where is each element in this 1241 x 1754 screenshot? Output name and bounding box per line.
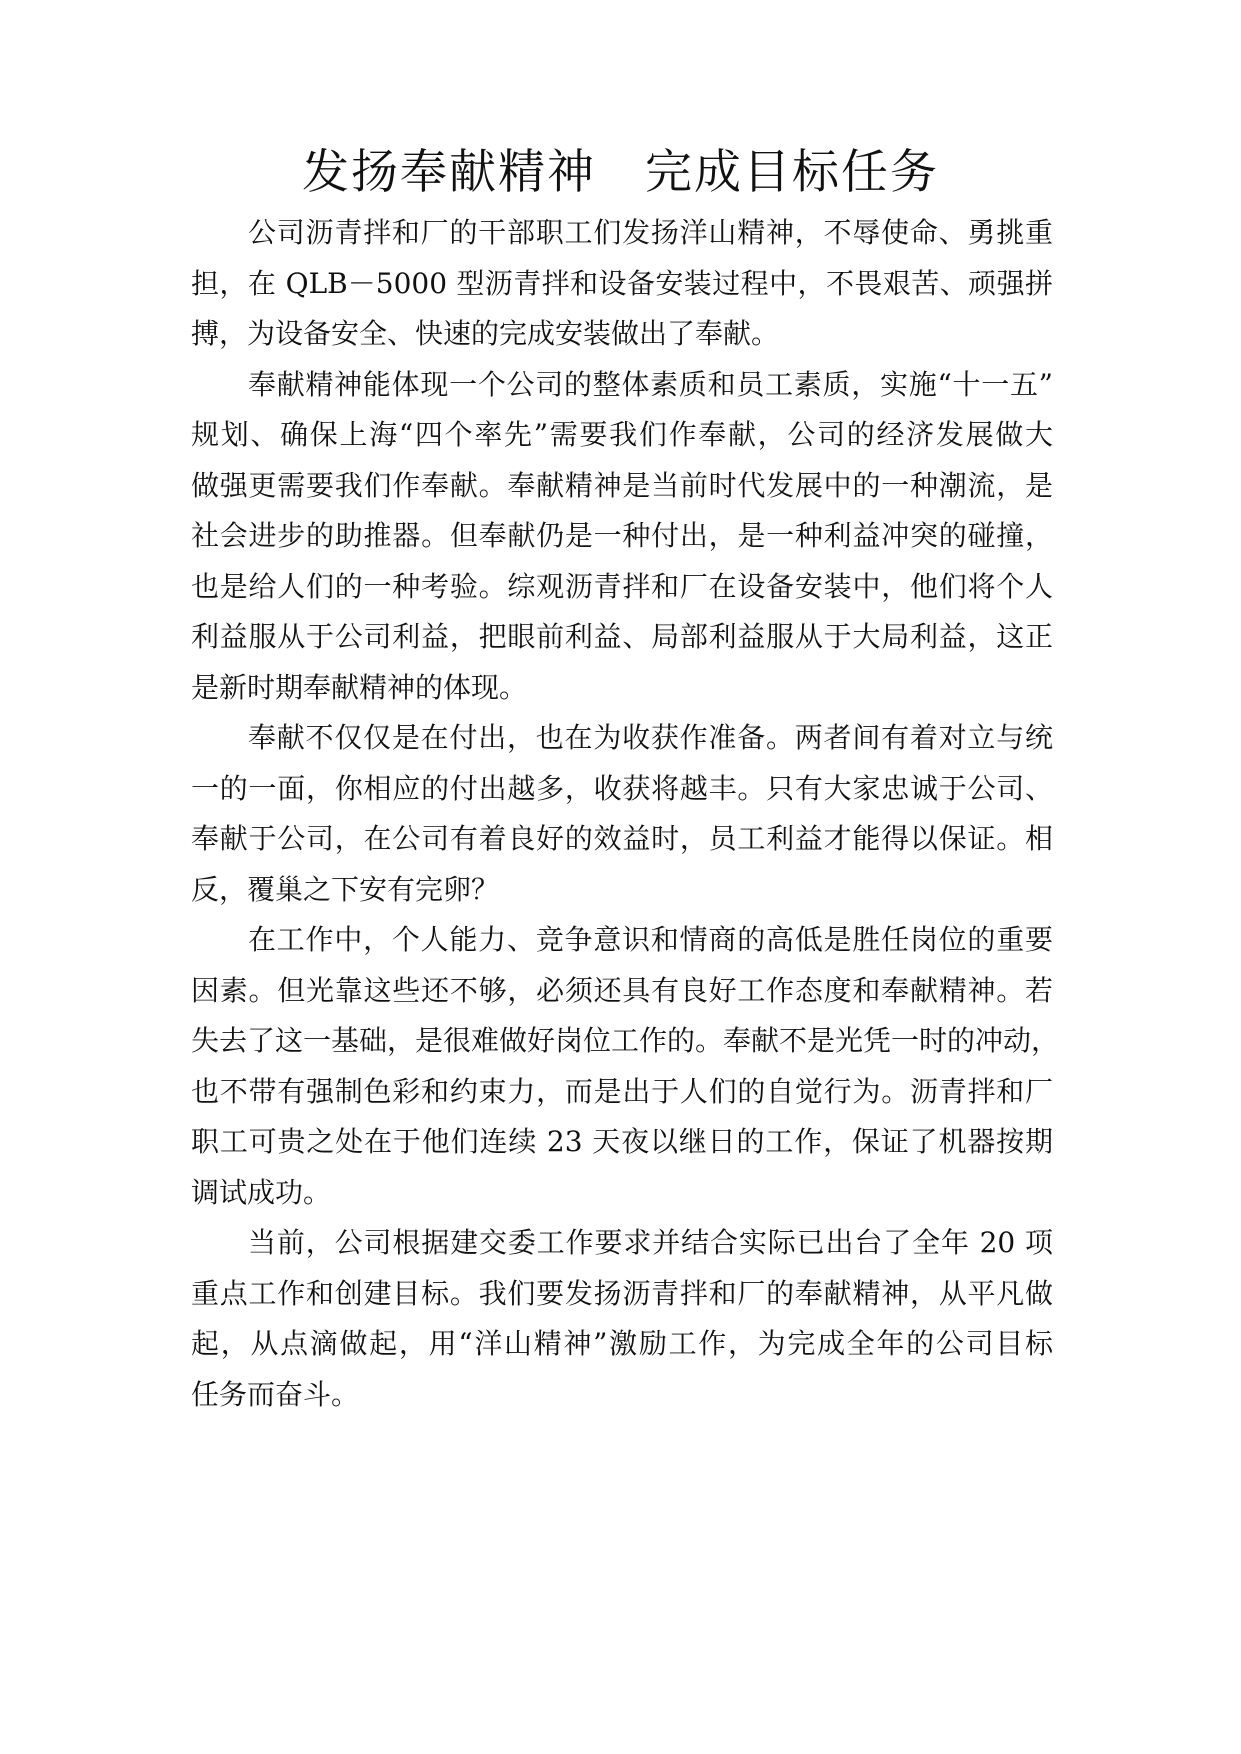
paragraph-line: 做强更需要我们作奉献。奉献精神是当前时代发展中的一种潮流，是 [191, 468, 1053, 502]
paragraph-line: 任务而奋斗。 [191, 1377, 360, 1411]
paragraph-line: 职工可贵之处在于他们连续 23 天夜以继日的工作，保证了机器按期 [191, 1125, 1053, 1158]
paragraph-line: 当前，公司根据建交委工作要求并结合实际已出台了全年 20 项 [248, 1226, 1053, 1259]
paragraph-5 [191, 1218, 1053, 1420]
paragraph-line: 起，从点滴做起，用“洋山精神”激励工作，为完成全年的公司目标 [191, 1327, 1053, 1360]
paragraph-line: 反，覆巢之下安有完卵？ [191, 872, 500, 906]
paragraph-line: 也是给人们的一种考验。综观沥青拌和厂在设备安装中，他们将个人 [191, 569, 1053, 603]
paragraph-line: 因素。但光靠这些还不够，必须还具有良好工作态度和奉献精神。若 [191, 973, 1053, 1007]
paragraph-line: 也不带有强制色彩和约束力，而是出于人们的自觉行为。沥青拌和厂 [191, 1074, 1053, 1108]
paragraph-line: 奉献不仅仅是在付出，也在为收获作准备。两者间有着对立与统 [248, 721, 1053, 754]
paragraph-line: 搏，为设备安全、快速的完成安装做出了奉献。 [191, 317, 780, 350]
paragraph-4 [191, 915, 1060, 1218]
paragraph-line: 重点工作和创建目标。我们要发扬沥青拌和厂的奉献精神，从平凡做 [191, 1276, 1053, 1310]
paragraph-line: 奉献于公司，在公司有着良好的效益时，员工利益才能得以保证。相 [191, 822, 1053, 855]
paragraph-line: 失去了这一基础，是很难做好岗位工作的。奉献不是光凭一时的冲动， [191, 1024, 1060, 1057]
paragraph-3 [191, 713, 1053, 915]
paragraph-2 [191, 360, 1053, 714]
paragraph-line: 利益服从于公司利益，把眼前利益、局部利益服从于大局利益，这正 [191, 620, 1053, 653]
paragraph-line: 是新时期奉献精神的体现。 [191, 670, 528, 704]
paragraph-line: 调试成功。 [191, 1175, 332, 1209]
paragraph-line: 在工作中，个人能力、竞争意识和情商的高低是胜任岗位的重要 [248, 923, 1053, 956]
paragraph-line: 规划、确保上海“四个率先”需要我们作奉献，公司的经济发展做大 [191, 418, 1053, 451]
paragraph-1 [191, 208, 1053, 360]
paragraph-line: 一的一面，你相应的付出越多，收获将越丰。只有大家忠诚于公司、 [191, 771, 1053, 805]
paragraph-line: 公司沥青拌和厂的干部职工们发扬洋山精神，不辱使命、勇挑重 [248, 216, 1053, 249]
paragraph-line: 社会进步的助推器。但奉献仍是一种付出，是一种利益冲突的碰撞， [191, 519, 1053, 552]
document-body [191, 208, 1060, 1420]
document-title: 发扬奉献精神 完成目标任务 [302, 145, 939, 200]
paragraph-line: 奉献精神能体现一个公司的整体素质和员工素质，实施“十一五” [248, 367, 1053, 401]
paragraph-line: 担，在 QLB－5000 型沥青拌和设备安装过程中，不畏艰苦、顽强拼 [191, 266, 1053, 300]
